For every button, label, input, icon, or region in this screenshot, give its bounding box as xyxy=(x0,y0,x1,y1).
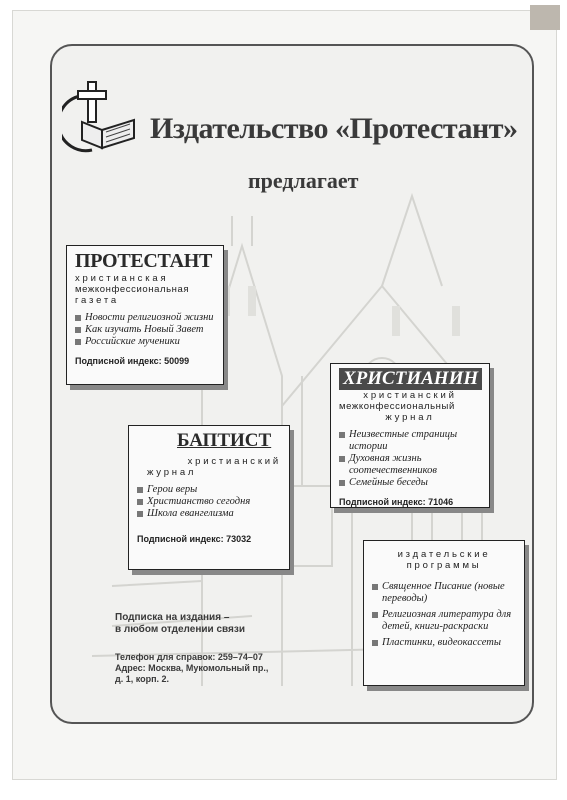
square-bullet-icon xyxy=(75,327,81,333)
list-item: Школа евангелизма xyxy=(137,508,281,520)
subscription-note xyxy=(115,612,325,636)
page-title: Издательство «Протестант» xyxy=(150,112,518,145)
page-subtitle: предлагает xyxy=(248,168,359,193)
card-christianin xyxy=(330,363,490,508)
square-bullet-icon xyxy=(339,456,345,462)
card-christianin-type1: христианский xyxy=(363,390,457,401)
list-item: Неизвестные страницы истории xyxy=(339,429,481,453)
card-programs-type2: программы xyxy=(406,560,482,571)
card-christianin-type2: межконфессиональный xyxy=(339,401,455,412)
card-protestant xyxy=(66,245,224,385)
card-programs-type1: издательские xyxy=(397,549,491,560)
card-protestant-type1: христианская xyxy=(75,273,169,284)
subscription-index: Подписной индекс: 50099 xyxy=(75,356,190,366)
list-item: Духовная жизнь соотечественников xyxy=(339,453,481,477)
square-bullet-icon xyxy=(339,480,345,486)
list-item: Российские мученики xyxy=(75,336,215,348)
card-protestant-type3: газета xyxy=(75,295,119,306)
list-item: Новости религиозной жизни xyxy=(75,312,215,324)
square-bullet-icon xyxy=(137,499,143,505)
list-item: Религиозная литература для детей, книги-раскраски xyxy=(372,609,516,633)
square-bullet-icon xyxy=(372,640,378,646)
contact-address1: Адрес: Москва, Мукомольный пр., xyxy=(115,663,269,673)
square-bullet-icon xyxy=(75,339,81,345)
card-programs xyxy=(363,540,525,686)
contact-phone: Телефон для справок: 259–74–07 xyxy=(115,652,263,662)
subscription-line1: Подписка на издания – xyxy=(115,612,230,623)
cross-book-icon xyxy=(62,76,142,156)
card-protestant-title: ПРОТЕСТАНТ xyxy=(75,250,213,272)
square-bullet-icon xyxy=(137,487,143,493)
subscription-index: Подписной индекс: 73032 xyxy=(137,534,252,544)
contact-info xyxy=(115,652,335,685)
list-item: Христианство сегодня xyxy=(137,496,281,508)
subscription-index: Подписной индекс: 71046 xyxy=(339,497,454,507)
list-item: Священное Писание (новые переводы) xyxy=(372,581,516,605)
card-protestant-type2: межконфессиональная xyxy=(75,284,190,295)
card-baptist-type2: журнал xyxy=(147,467,197,478)
list-item: Герои веры xyxy=(137,484,281,496)
list-item: Пластинки, видеокассеты xyxy=(372,637,516,649)
list-item: Семейные беседы xyxy=(339,477,481,489)
square-bullet-icon xyxy=(339,432,345,438)
paper-edge xyxy=(530,5,560,30)
card-baptist xyxy=(128,425,290,570)
card-christianin-type3: журнал xyxy=(385,412,435,423)
square-bullet-icon xyxy=(75,315,81,321)
contact-address2: д. 1, корп. 2. xyxy=(115,674,170,684)
card-christianin-title: ХРИСТИАНИН xyxy=(339,368,482,390)
subscription-line2: в любом отделении связи xyxy=(115,624,245,635)
square-bullet-icon xyxy=(372,584,378,590)
square-bullet-icon xyxy=(372,612,378,618)
list-item: Как изучать Новый Завет xyxy=(75,324,215,336)
card-baptist-title: БАПТИСТ xyxy=(177,430,272,451)
square-bullet-icon xyxy=(137,511,143,517)
card-baptist-type1: христианский xyxy=(187,456,281,467)
